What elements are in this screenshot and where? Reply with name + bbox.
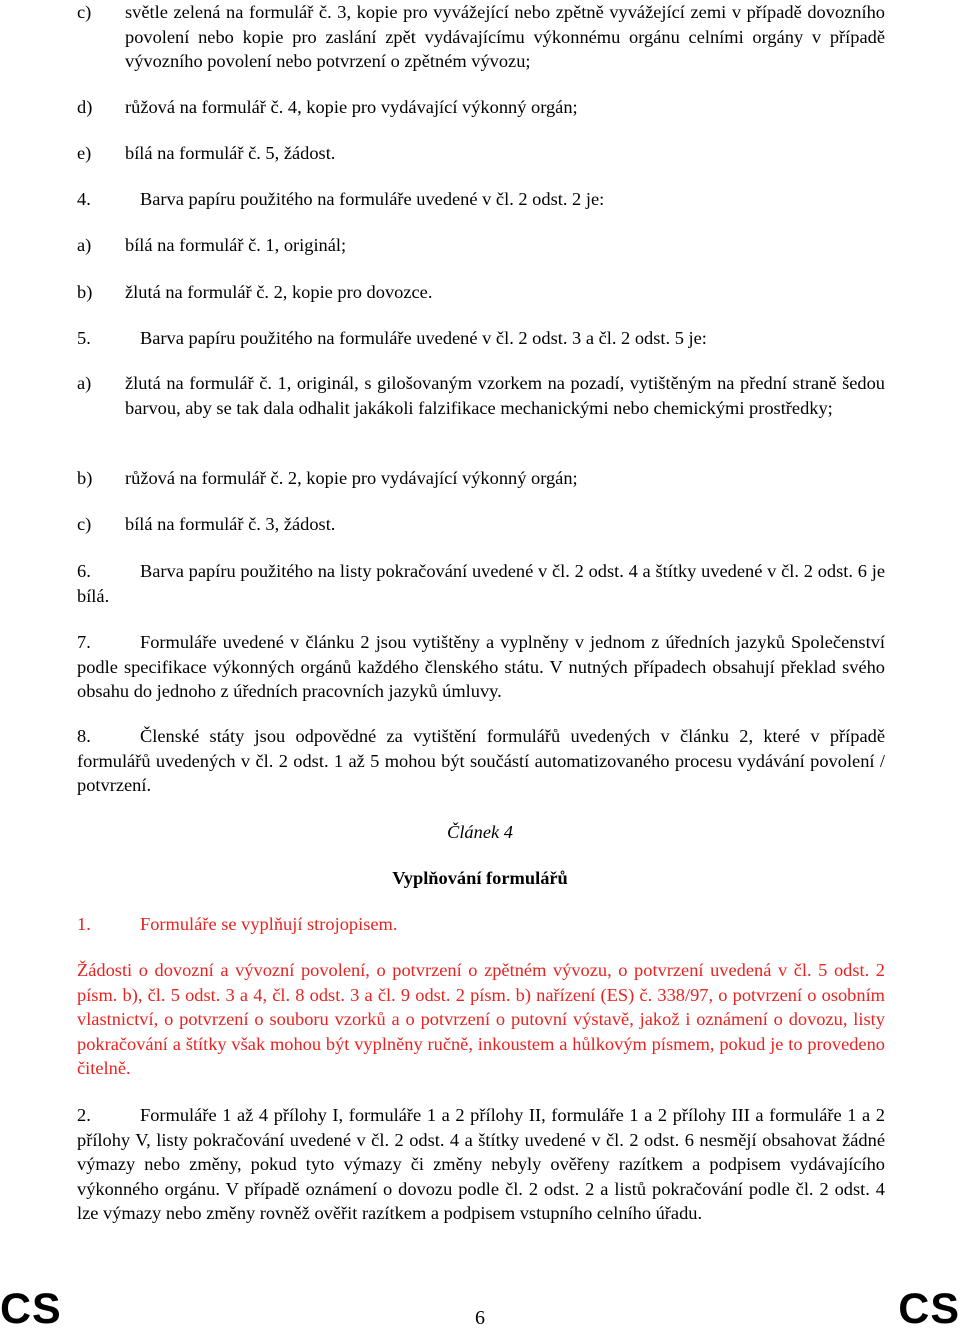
paragraph-text: Formuláře 1 až 4 přílohy I, formuláře 1 a 2 přílohy II, formuláře 1 a 2 přílohy III a formuláře 1 a 2 přílohy V, listy pokračování uvedené v čl. 2 odst. 4 a štítky uvedené v čl. 2 odst. 6 nesmějí obsahovat žádné výmazy nebo změny, pokud tyto výmazy či změny nebyly ověřeny razítkem a podpisem vydávajícího výkonného orgánu. V případě oznámení o dovozu podle čl. 2 odst. 2 a listů pokračování podle čl. 2 odst. 4 lze výmazy nebo změny rovněž ověřit razítkem a podpisem vstupního celního úřadu. [77, 1105, 885, 1224]
list-item-label: a) [77, 235, 92, 255]
paragraph-6 [77, 559, 885, 608]
paragraph-text: Členské státy jsou odpovědné za vytištění formulářů uvedených v článku 2, které v případě formulářů uvedených v čl. 2 odst. 1 až 5 mohou být součástí automatizovaného procesu vydávání povolení / potvrzení. [77, 726, 885, 796]
paragraph-4 [77, 187, 885, 212]
footer-language-code-left: CS [0, 1285, 62, 1333]
paragraph-number: 2. [77, 1105, 91, 1125]
paragraph-number: 8. [77, 726, 91, 746]
list-item-label: d) [77, 97, 93, 117]
footer-language-code-right: CS [898, 1285, 960, 1333]
list-item-text: žlutá na formulář č. 2, kopie pro dovozce. [125, 282, 433, 302]
paragraph-number: 1. [77, 914, 91, 934]
paragraph-number: 4. [77, 189, 91, 209]
article-4-paragraph-2 [77, 1103, 885, 1226]
paragraph-7 [77, 630, 885, 704]
page-number: 6 [475, 1307, 485, 1329]
article-4-red-paragraph: Žádosti o dovozní a vývozní povolení, o potvrzení o zpětném vývozu, o potvrzení uvedená v čl. 5 odst. 2 písm. b), čl. 5 odst. 3 a 4, čl. 8 odst. 3 a čl. 9 odst. 2 písm. b) nařízení (ES) č. 338/97, o potvrzení o osobním vlastnictví, o potvrzení o souboru vzorků a o potvrzení o putovní výstavě, jakož i oznámení o dovozu, listy pokračování a štítky však mohou být vyplněny ručně, inkoustem a hůlkovým písmem, pokud je to provedeno čitelně. [77, 960, 885, 1079]
article-4-paragraph-1 [77, 912, 885, 937]
list-item-text: růžová na formulář č. 4, kopie pro vydávající výkonný orgán; [125, 97, 578, 117]
list-item-label: b) [77, 468, 93, 488]
paragraph-number: 6. [77, 561, 91, 581]
paragraph-text: Formuláře se vyplňují strojopisem. [140, 914, 398, 934]
paragraph-text: Barva papíru použitého na formuláře uvedené v čl. 2 odst. 2 je: [140, 189, 605, 209]
paragraph-text: Barva papíru použitého na listy pokračování uvedené v čl. 2 odst. 4 a štítky uvedené v čl. 2 odst. 6 je bílá. [77, 561, 885, 606]
paragraph-text: Formuláře uvedené v článku 2 jsou vytištěny a vyplněny v jednom z úředních jazyků Společenství podle specifikace výkonných orgánů každého členského státu. V nutných případech obsahují překlad svého obsahu do jednoho z úředních pracovních jazyků úmluvy. [77, 632, 885, 702]
article-title: Vyplňování formulářů [392, 868, 568, 888]
paragraph-number: 5. [77, 328, 91, 348]
list-item-text: bílá na formulář č. 1, originál; [125, 235, 347, 255]
paragraph-8 [77, 724, 885, 798]
list-item-text: světle zelená na formulář č. 3, kopie pro vyvážející nebo zpětně vyvážející zemi v případě dovozního povolení nebo kopie pro zaslání zpět vydávajícímu výkonnému orgánu celními orgány v případě vývozního povolení nebo potvrzení o zpětném vývozu; [125, 2, 885, 72]
list-item-text: bílá na formulář č. 3, žádost. [125, 514, 336, 534]
list-item-label: e) [77, 143, 92, 163]
list-item-text: bílá na formulář č. 5, žádost. [125, 143, 336, 163]
list-item-label: a) [77, 373, 92, 393]
list-item-label: b) [77, 282, 93, 302]
paragraph-5 [77, 326, 885, 351]
list-item-text: růžová na formulář č. 2, kopie pro vydávající výkonný orgán; [125, 468, 578, 488]
article-number: Článek 4 [447, 822, 513, 842]
list-item-label: c) [77, 514, 92, 534]
list-item-text: žlutá na formulář č. 1, originál, s gilošovaným vzorkem na pozadí, vytištěným na přední straně šedou barvou, aby se tak dala odhalit jakákoli falzifikace mechanickými nebo chemickými prostředky; [125, 373, 885, 418]
paragraph-text: Barva papíru použitého na formuláře uvedené v čl. 2 odst. 3 a čl. 2 odst. 5 je: [140, 328, 707, 348]
paragraph-number: 7. [77, 632, 91, 652]
list-item-label: c) [77, 2, 92, 22]
